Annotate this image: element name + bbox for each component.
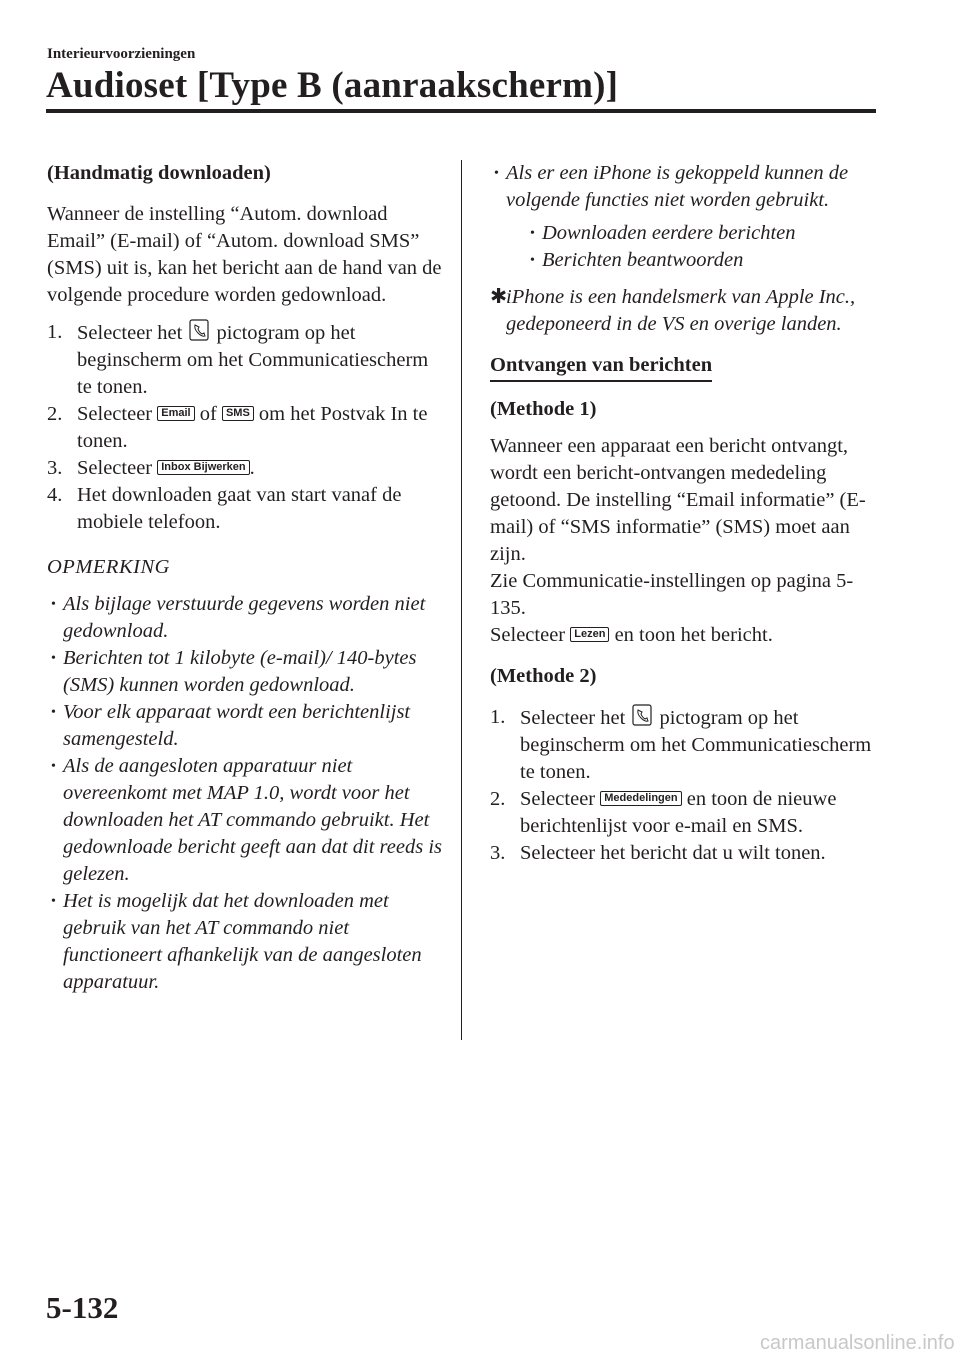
note-item [490,160,875,274]
step-text: . [249,457,255,479]
step-3 [490,840,875,867]
step-number: 1. [490,706,506,728]
phone-icon [189,319,209,341]
select-text: Selecteer [490,624,566,646]
method1-heading: (Methode 1) [490,398,597,420]
note-text: Het is mogelijk dat het downloaden met gebruik van het AT commando niet functioneert afhankelijk van de aangesloten apparatuur. [63,890,422,993]
step-number: 2. [490,788,506,810]
intro-paragraph: Wanneer de instelling “Autom. download Email” (E-mail) of “Autom. download SMS” (SMS) uit is, kan het bericht aan de hand van de volgende procedure worden gedownload. [47,203,442,306]
step-text: Selecteer het [520,707,626,729]
page-title: Audioset [Type B (aanraakscherm)] [46,65,619,106]
bullet-icon: • [530,226,535,241]
note-list [47,591,442,996]
step-number: 3. [47,457,63,479]
step-2 [47,401,442,455]
step-text: Selecteer het bericht dat u wilt tonen. [520,842,826,864]
bullet-icon: • [51,705,56,720]
note-item [47,699,442,753]
select-text: en toon het bericht. [614,624,773,646]
step-number: 1. [47,321,63,343]
note-item [47,591,442,645]
step-text: pictogram op het beginscherm om het Communicatiescherm te tonen. [520,707,872,783]
title-rule [46,109,876,113]
bullet-icon: • [51,759,56,774]
read-button[interactable]: Lezen [570,627,609,642]
step-text: Selecteer [77,403,153,425]
bullet-icon: • [51,597,56,612]
bullet-icon: • [494,166,499,181]
bullet-icon: • [530,253,535,268]
iphone-note [490,160,875,274]
method1-reference: Zie Communicatie-instellingen op pagina 5-135. [490,570,854,619]
step-1 [490,704,875,786]
bullet-icon: • [51,651,56,666]
method2-heading: (Methode 2) [490,665,597,687]
download-steps [47,319,442,536]
bullet-icon: • [51,894,56,909]
step-number: 2. [47,403,63,425]
method1-text: Wanneer een apparaat een bericht ontvangt, wordt een bericht-ontvangen mededeling getoond. De instelling “Email informatie” (E-mail) of “SMS informatie” (SMS) moet aan zijn. [490,435,866,565]
step-text: of [199,403,217,425]
manual-download-heading: (Handmatig downloaden) [47,162,271,184]
step-text: Het downloaden gaat van start vanaf de mobiele telefoon. [77,484,402,533]
asterisk-icon: ✱ [490,286,508,308]
section-label: Interieurvoorzieningen [47,46,196,62]
phone-icon [632,704,652,726]
watermark: carmanualsonline.info [760,1332,955,1354]
note-text: Als bijlage verstuurde gegevens worden niet gedownload. [63,593,426,642]
notifications-button[interactable]: Mededelingen [600,791,681,806]
step-2 [490,786,875,840]
sub-text: Berichten beantwoorden [542,249,744,271]
method1-select [490,622,875,649]
step-1 [47,319,442,401]
step-number: 4. [47,484,63,506]
email-button[interactable]: Email [157,406,194,421]
note-heading: OPMERKING [47,556,170,578]
iphone-sub-list [506,220,875,274]
note-item [47,753,442,888]
note-text: Berichten tot 1 kilobyte (e-mail)/ 140-bytes (SMS) kunnen worden gedownload. [63,647,417,696]
note-text: Voor elk apparaat wordt een berichtenlijst samengesteld. [63,701,411,750]
note-item [47,888,442,996]
inbox-refresh-button[interactable]: Inbox Bijwerken [157,460,249,475]
note-item [47,645,442,699]
left-column [47,160,442,996]
step-text: Selecteer [520,788,596,810]
sub-item [526,220,875,247]
step-text: pictogram op het beginscherm om het Communicatiescherm te tonen. [77,322,429,398]
step-4 [47,482,442,536]
step-text: Selecteer [77,457,153,479]
step-number: 3. [490,842,506,864]
step-text: om het Postvak In te tonen. [77,403,428,452]
step-text: en toon de nieuwe berichtenlijst voor e-mail en SMS. [520,788,837,837]
note-text: Als de aangesloten apparatuur niet overeenkomt met MAP 1.0, wordt voor het downloaden het AT commando gebruikt. Het gedownloade bericht geeft aan dat dit reeds is gelezen. [63,755,442,885]
trademark-text: iPhone is een handelsmerk van Apple Inc., gedeponeerd in de VS en overige landen. [506,286,856,335]
trademark-note [490,284,875,338]
method2-steps [490,704,875,867]
column-divider [461,160,462,1040]
step-text: Selecteer het [77,322,183,344]
note-text: Als er een iPhone is gekoppeld kunnen de volgende functies niet worden gebruikt. [506,162,849,211]
sms-button[interactable]: SMS [222,406,254,421]
receive-heading: Ontvangen van berichten [490,352,712,382]
right-column [490,160,875,867]
step-3 [47,455,442,482]
page-number: 5-132 [46,1290,119,1325]
sub-text: Downloaden eerdere berichten [542,222,796,244]
sub-item [526,247,875,274]
